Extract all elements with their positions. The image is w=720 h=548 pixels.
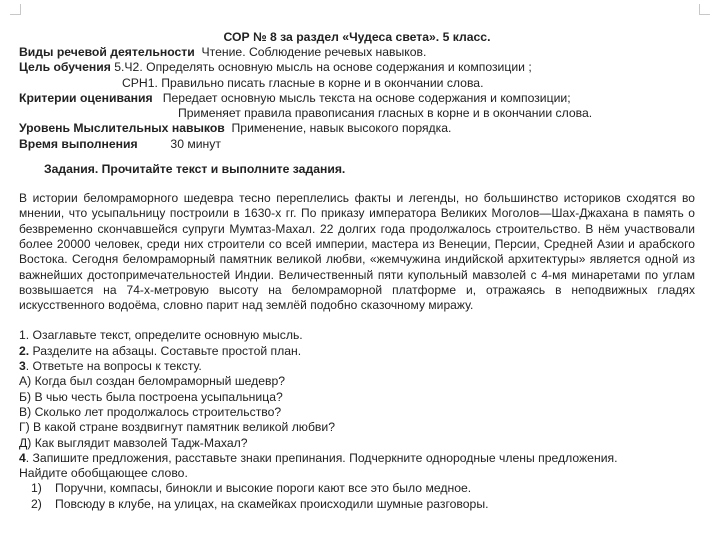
sentence-number: 1) — [31, 481, 42, 496]
question-3-number: 3 — [19, 359, 26, 374]
meta-activity-row — [19, 45, 695, 60]
question-4-text: . Запишите предложения, расставьте знаки препинания. Подчеркните однородные члены предложения. — [25, 450, 618, 465]
question-4-sentence — [19, 497, 695, 512]
meta-goal-label: Цель обучения — [19, 60, 111, 75]
meta-goal-value: 5.Ч2. Определять основную мысль на основе содержания и композиции ; — [114, 60, 532, 75]
question-2-text: Разделите на абзацы. Составьте простой план. — [29, 343, 302, 358]
page-corner-mark-right — [699, 4, 710, 15]
meta-activity-label: Виды речевой деятельности — [19, 45, 195, 59]
question-4-continuation: Найдите обобщающее слово. — [19, 466, 188, 481]
question-1: 1. Озаглавьте текст, определите основную мысль. — [19, 328, 303, 343]
question-2 — [19, 344, 695, 359]
meta-goal-extra: СРН1. Правильно писать гласные в корне и в окончании слова. — [122, 75, 484, 90]
meta-criteria-value: Передает основную мысль текста на основе содержания и композиции; — [162, 90, 571, 105]
question-3-item: Б) В чью честь была построена усыпальница? — [19, 389, 283, 404]
question-3 — [19, 359, 695, 374]
meta-thinking-row — [19, 121, 695, 136]
meta-goal-row — [19, 60, 695, 75]
question-2-number: 2. — [19, 343, 30, 358]
sentence-text: Повсюду в клубе, на улицах, на скамейках происходили шумные разговоры. — [55, 496, 489, 511]
question-4-number: 4 — [19, 450, 26, 465]
question-3-item: В) Сколько лет продолжалось строительство? — [19, 404, 282, 419]
question-3-text: . Ответьте на вопросы к тексту. — [25, 359, 202, 374]
question-4-sentences — [19, 481, 695, 512]
sentence-text: Поручни, компасы, бинокли и высокие пороги кают все это было медное. — [55, 481, 472, 496]
reading-text: В истории беломраморного шедевра тесно переплелись факты и легенды, но большинство историков сходятся во мнении, что усыпальницу построили в 1630-х гг. По приказу императора Великих Моголов—Шах-Джахана в память о безвременно скончавшейся супруги Мумтаз-Махал. 22 долгих года продолжалось строительство. В нём участвовали более 20000 человек, среди них строители со всей империи, мастера из Венеции, Персии, Средней Азии и арабского Востока. Сегодня беломраморный памятник великой любви, «жемчужина индийской архитектуры» является одной из важнейших достопримечательностей Индии. Величественный пяти купольный мавзолей с 4-мя минаретами по углам возвышается на 74-х-метровую высоту на беломраморной платформе и, отражаясь в неподвижных гладях искусственного водоёма, словно парит над землёй подобно сказочному миражу. — [19, 191, 695, 313]
sentence-number: 2) — [31, 496, 42, 511]
meta-activity-value: Чтение. Соблюдение речевых навыков. — [201, 45, 427, 59]
task-heading: Задания. Прочитайте текст и выполните задания. — [44, 162, 346, 177]
document-page — [19, 30, 695, 512]
question-3-item: Д) Как выглядит мавзолей Тадж-Махал? — [19, 435, 248, 450]
page-corner-mark-left — [10, 4, 21, 15]
meta-criteria-label: Критерии оценивания — [19, 90, 153, 105]
meta-criteria-row — [19, 91, 695, 106]
questions-list — [19, 328, 695, 512]
question-4-sentence — [19, 481, 695, 496]
document-title: СОР № 8 за раздел «Чудеса света». 5 класс. — [223, 30, 491, 44]
meta-thinking-value: Применение, навык высокого порядка. — [231, 121, 452, 136]
meta-time-row — [19, 137, 695, 152]
question-4 — [19, 451, 695, 466]
meta-thinking-label: Уровень Мыслительных навыков — [19, 121, 225, 136]
meta-time-value: 30 минут — [170, 136, 221, 151]
question-3-item: А) Когда был создан беломраморный шедевр? — [19, 374, 286, 389]
question-3-item: Г) В какой стране воздвигнут памятник великой любви? — [19, 420, 335, 435]
meta-time-label: Время выполнения — [19, 136, 138, 151]
meta-criteria-extra: Применяет правила правописания гласных в корне и в окончании слова. — [178, 106, 593, 121]
